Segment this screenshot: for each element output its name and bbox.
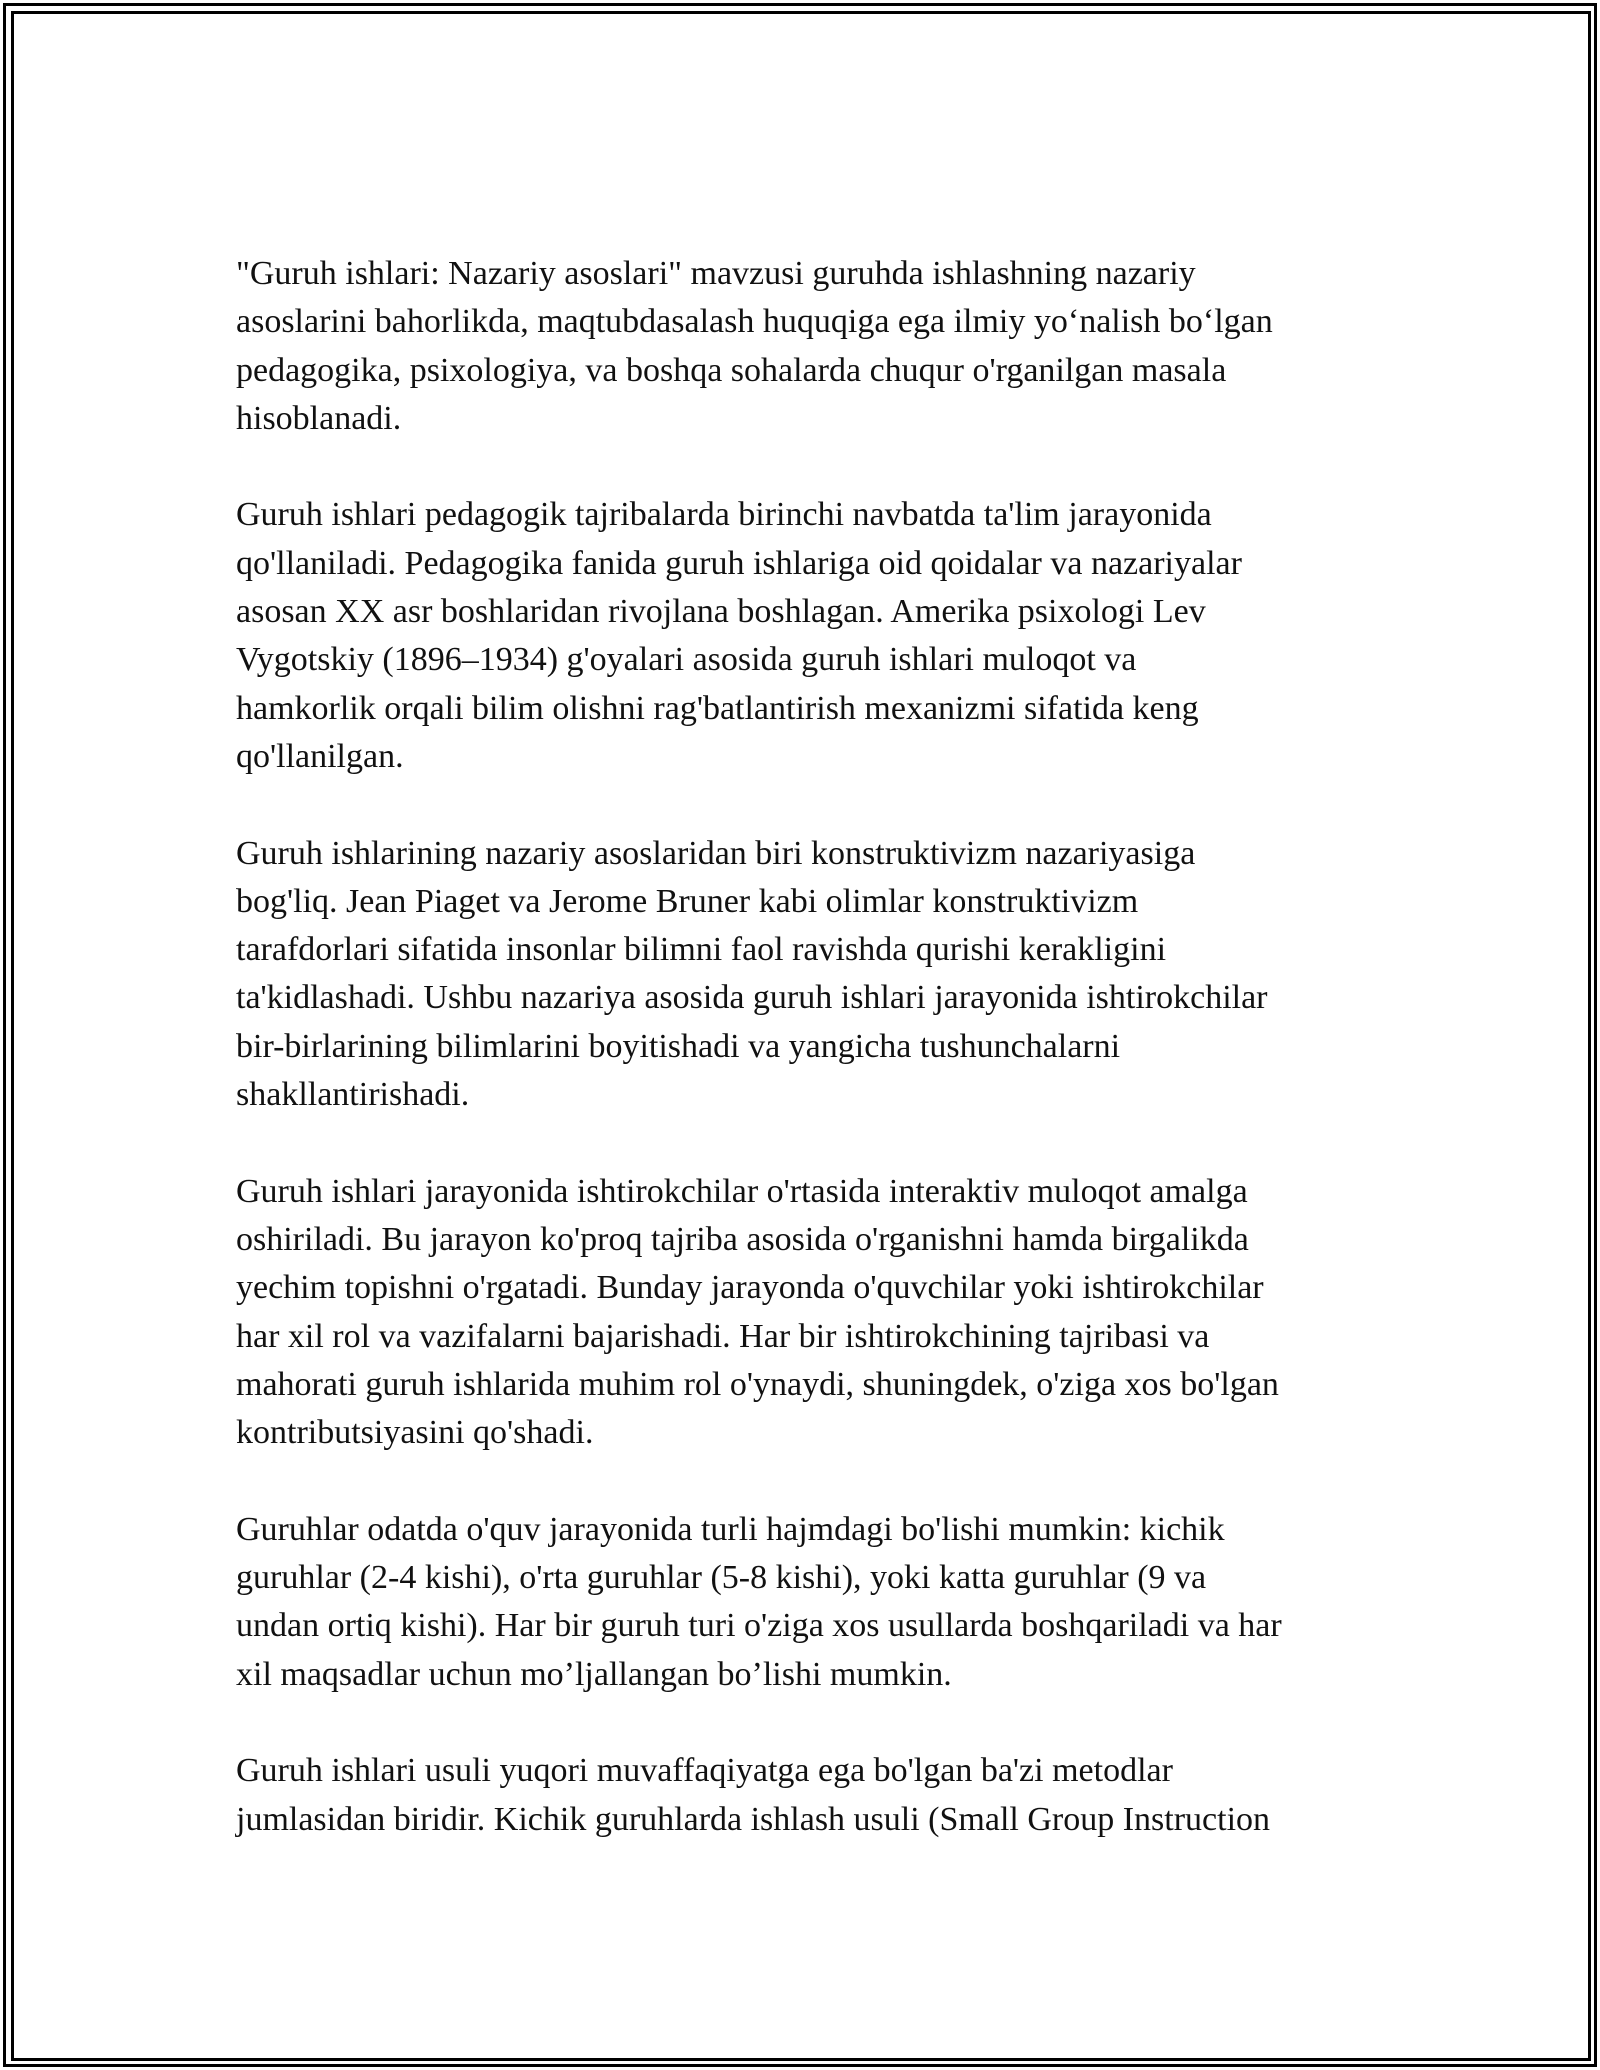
paragraph-1 xyxy=(236,250,1366,443)
text-line: tarafdorlari sifatida insonlar bilimni faol ravishda qurishi kerakligini xyxy=(236,931,1167,969)
text-line: hamkorlik orqali bilim olishni rag'batlantirish mexanizmi sifatida keng xyxy=(236,689,1199,727)
text-line: qo'llanilgan. xyxy=(236,737,404,775)
text-line: jumlasidan biridir. Kichik guruhlarda ishlash usuli (Small Group Instruction xyxy=(236,1800,1271,1838)
text-line: pedagogika, psixologiya, va boshqa sohalarda chuqur o'rganilgan masala xyxy=(236,351,1227,389)
text-line: Guruh ishlari usuli yuqori muvaffaqiyatga ega bo'lgan ba'zi metodlar xyxy=(236,1752,1173,1790)
text-line: guruhlar (2-4 kishi), o'rta guruhlar (5-8 kishi), yoki katta guruhlar (9 va xyxy=(236,1559,1207,1597)
text-line: kontributsiyasini qo'shadi. xyxy=(236,1414,594,1452)
paragraph-3 xyxy=(236,830,1366,1120)
text-line: "Guruh ishlari: Nazariy asoslari" mavzusi guruhda ishlashning nazariy xyxy=(236,255,1196,292)
text-line: Guruhlar odatda o'quv jarayonida turli hajmdagi bo'lishi mumkin: kichik xyxy=(236,1510,1225,1548)
paragraph-2 xyxy=(236,491,1366,781)
text-line: bog'liq. Jean Piaget va Jerome Bruner kabi olimlar konstruktivizm xyxy=(236,882,1139,920)
text-line: Guruh ishlari pedagogik tajribalarda birinchi navbatda ta'lim jarayonida xyxy=(236,496,1212,534)
text-line: Guruh ishlari jarayonida ishtirokchilar o'rtasida interaktiv muloqot amalga xyxy=(236,1172,1248,1210)
text-line: asosan XX asr boshlaridan rivojlana boshlagan. Amerika psixologi Lev xyxy=(236,593,1206,631)
text-line: oshiriladi. Bu jarayon ko'proq tajriba asosida o'rganishni hamda birgalikda xyxy=(236,1220,1249,1258)
text-line: Vygotskiy (1896–1934) g'oyalari asosida guruh ishlari muloqot va xyxy=(236,641,1137,679)
text-line: mahorati guruh ishlarida muhim rol o'ynaydi, shuningdek, o'ziga xos bo'lgan xyxy=(236,1365,1279,1403)
text-line: yechim topishni o'rgatadi. Bunday jarayonda o'quvchilar yoki ishtirokchilar xyxy=(236,1269,1264,1307)
paragraph-6 xyxy=(236,1747,1366,1844)
text-line: bir-birlarining bilimlarini boyitishadi va yangicha tushunchalarni xyxy=(236,1027,1121,1065)
text-line: xil maqsadlar uchun mo’ljallangan bo’lishi mumkin. xyxy=(236,1655,952,1693)
text-line: undan ortiq kishi). Har bir guruh turi o'ziga xos usullarda boshqariladi va har xyxy=(236,1607,1282,1645)
text-line: har xil rol va vazifalarni bajarishadi. Har bir ishtirokchining tajribasi va xyxy=(236,1317,1210,1355)
text-line: hisoblanadi. xyxy=(236,399,402,437)
document-body xyxy=(236,250,1366,1892)
text-line: qo'llaniladi. Pedagogika fanida guruh ishlariga oid qoidalar va nazariyalar xyxy=(236,544,1242,582)
text-line: Guruh ishlarining nazariy asoslaridan biri konstruktivizm nazariyasiga xyxy=(236,834,1196,872)
paragraph-4 xyxy=(236,1168,1366,1458)
text-line: ta'kidlashadi. Ushbu nazariya asosida guruh ishlari jarayonida ishtirokchilar xyxy=(236,979,1268,1017)
text-line: shakllantirishadi. xyxy=(236,1076,470,1114)
paragraph-5 xyxy=(236,1506,1366,1699)
text-line: asoslarini bahorlikda, maqtubdasalash huquqiga ega ilmiy yo‘nalish bo‘lgan xyxy=(236,303,1273,341)
